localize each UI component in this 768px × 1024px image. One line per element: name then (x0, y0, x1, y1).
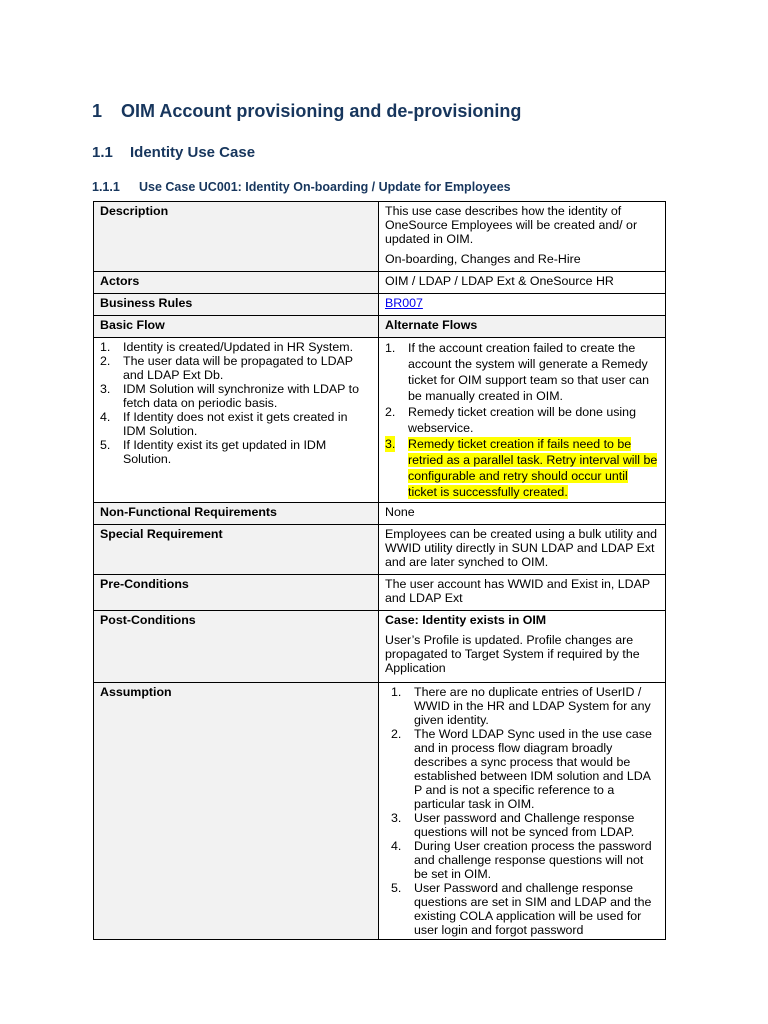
list-item (385, 839, 659, 881)
list-item-text: The user data will be propagated to LDAP and LDAP Ext Db. (123, 354, 353, 382)
description-paragraph-2: On-boarding, Changes and Re-Hire (385, 252, 581, 266)
list-item-number: 3. (385, 437, 396, 451)
list-item-number: 1. (100, 340, 111, 354)
assumption-list (385, 685, 659, 937)
use-case-table (93, 201, 666, 940)
pre-conditions-label: Pre-Conditions (94, 575, 379, 611)
business-rules-label: Business Rules (94, 294, 379, 316)
row-flows (94, 338, 666, 503)
row-nfr (94, 503, 666, 525)
list-item-text: If Identity does not exist it gets created in IDM Solution. (123, 410, 348, 438)
heading-level-2 (92, 144, 255, 161)
actors-value: OIM / LDAP / LDAP Ext & OneSource HR (379, 272, 666, 294)
special-requirement-value: Employees can be created using a bulk utility and WWID utility directly in SUN LDAP and LDAP Ext and are later synched to OIM. (379, 525, 666, 575)
list-item-number: 1. (391, 685, 402, 699)
business-rule-link[interactable]: BR007 (385, 296, 423, 310)
row-post-conditions (94, 611, 666, 683)
list-item-text: The Word LDAP Sync used in the use case and in process flow diagram broadly describes a sync process that would be established between IDM solution and LDA P and is not a specific reference to a particular task in OIM. (414, 727, 652, 811)
list-item-number: 4. (391, 839, 402, 853)
description-value (379, 202, 666, 272)
list-item-number: 2. (100, 354, 111, 368)
row-special-requirement (94, 525, 666, 575)
nfr-label: Non-Functional Requirements (94, 503, 379, 525)
list-item-number: 5. (100, 438, 111, 452)
list-item-text: There are no duplicate entries of UserID / WWID in the HR and LDAP System for any given identity. (414, 685, 651, 727)
heading-level-1-number: 1 (92, 101, 103, 121)
list-item-text: During User creation process the password and challenge response questions will not be set in OIM. (414, 839, 652, 881)
basic-flow-cell (94, 338, 379, 503)
assumption-cell (379, 683, 666, 940)
list-item (100, 354, 372, 382)
list-item (100, 410, 372, 438)
alternate-flows-cell (379, 338, 666, 503)
business-rules-value-cell (379, 294, 666, 316)
list-item-text: Identity is created/Updated in HR System. (123, 340, 354, 354)
list-item-text: User Password and challenge response questions are set in SIM and LDAP and the existing COLA application will be used for user login and forgot password (414, 881, 652, 937)
alternate-flows-list (385, 340, 659, 500)
description-paragraph-1: This use case describes how the identity of OneSource Employees will be created and/ or updated in OIM. (385, 204, 638, 246)
row-flow-headers (94, 316, 666, 338)
list-item-text: If Identity exist its get updated in IDM Solution. (123, 438, 327, 466)
post-conditions-cell (379, 611, 666, 683)
list-item-number: 4. (100, 410, 111, 424)
row-pre-conditions (94, 575, 666, 611)
list-item (385, 404, 659, 436)
list-item (100, 438, 372, 466)
list-item-number: 3. (100, 382, 111, 396)
row-description (94, 202, 666, 272)
list-item-text: IDM Solution will synchronize with LDAP to fetch data on periodic basis. (123, 382, 359, 410)
heading-level-1 (92, 101, 521, 122)
heading-level-1-text: OIM Account provisioning and de-provisioning (121, 101, 522, 121)
heading-level-2-text: Identity Use Case (130, 144, 256, 161)
special-requirement-label: Special Requirement (94, 525, 379, 575)
list-item (385, 685, 659, 727)
heading-level-3-number: 1.1.1 (92, 180, 120, 194)
highlighted-text: Remedy ticket creation if fails need to be retried as a parallel task. Retry interval will be configurable and retry should occur until ticket is successfully created. (408, 437, 658, 499)
list-item-text: If the account creation failed to create the account the system will generate a Remedy ticket for OIM support team so that user can be manually created in OIM. (408, 341, 650, 403)
row-assumption (94, 683, 666, 940)
post-conditions-case: Case: Identity exists in OIM (385, 613, 547, 627)
actors-label: Actors (94, 272, 379, 294)
post-conditions-label: Post-Conditions (94, 611, 379, 683)
assumption-label: Assumption (94, 683, 379, 940)
basic-flow-list (100, 340, 372, 466)
list-item-number: 2. (385, 405, 396, 419)
pre-conditions-value: The user account has WWID and Exist in, LDAP and LDAP Ext (379, 575, 666, 611)
row-actors (94, 272, 666, 294)
list-item (100, 340, 372, 354)
post-conditions-value: User’s Profile is updated. Profile changes are propagated to Target System if required by the Application (385, 633, 640, 675)
list-item-number: 2. (391, 727, 402, 741)
row-business-rules (94, 294, 666, 316)
description-label: Description (94, 202, 379, 272)
heading-level-3 (92, 180, 511, 194)
list-item-number: 5. (391, 881, 402, 895)
list-item (385, 727, 659, 811)
nfr-value: None (379, 503, 666, 525)
list-item (385, 340, 659, 404)
list-item-number: 3. (391, 811, 402, 825)
heading-level-2-number: 1.1 (92, 144, 113, 161)
highlighted-list-item (385, 436, 659, 500)
list-item (385, 881, 659, 937)
list-item-text: Remedy ticket creation will be done using webservice. (408, 405, 636, 435)
list-item-number: 1. (385, 341, 396, 355)
list-item (100, 382, 372, 410)
alternate-flows-label: Alternate Flows (379, 316, 666, 338)
list-item (385, 811, 659, 839)
list-item-text: User password and Challenge response questions will not be synced from LDAP. (414, 811, 635, 839)
heading-level-3-text: Use Case UC001: Identity On-boarding / Update for Employees (139, 180, 511, 194)
basic-flow-label: Basic Flow (94, 316, 379, 338)
